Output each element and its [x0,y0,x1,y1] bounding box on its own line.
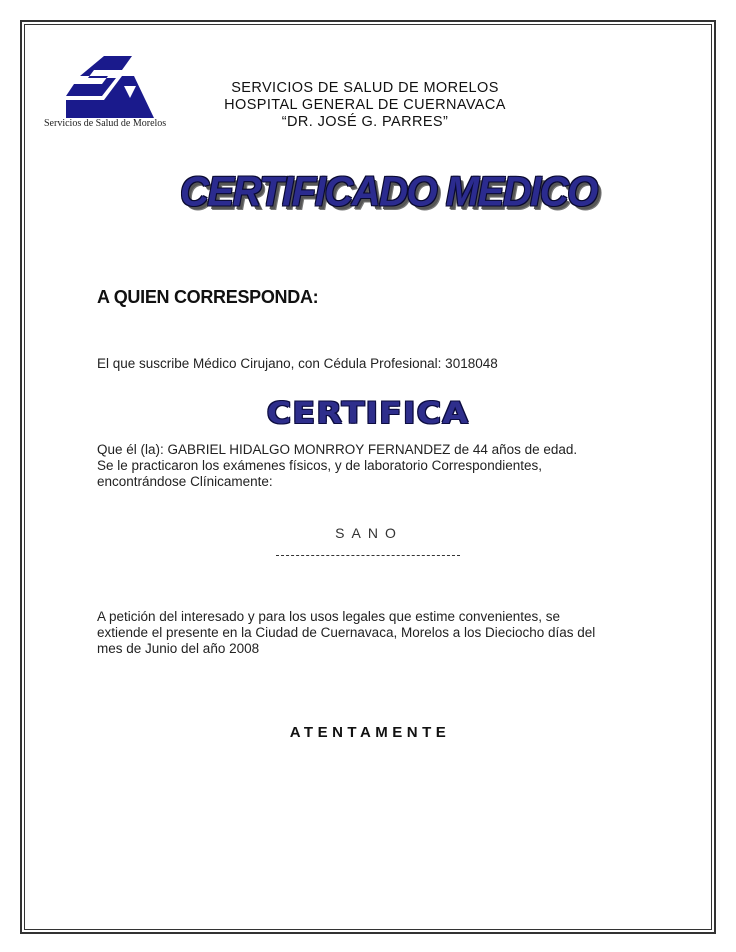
exam-line: Se le practicaron los exámenes físicos, y de laboratorio Correspondientes, [97,458,542,473]
logo-caption: Servicios de Salud de Morelos [44,118,167,129]
legal-line-2: extiende el presente en la Ciudad de Cuernavaca, Morelos a los Dieciocho días del [97,625,596,640]
header-organization: SERVICIOS DE SALUD DE MORELOS [231,80,499,96]
legal-line-1: A petición del interesado y para los usos legales que estime convenientes, se [97,609,561,624]
result-underline [276,555,460,556]
patient-line: Que él (la): GABRIEL HIDALGO MONRROY FERNANDEZ de 44 años de edad. [97,442,578,457]
legal-line-3: mes de Junio del año 2008 [97,641,260,656]
finding-line: encontrándose Clínicamente: [97,474,273,489]
closing: ATENTAMENTE [289,724,451,741]
certifica-heading: CERTIFICA [266,396,470,430]
header-hospital: HOSPITAL GENERAL DE CUERNAVACA [224,97,506,113]
header-hospital-name: “DR. JOSÉ G. PARRES” [281,114,449,130]
salutation: A QUIEN CORRESPONDA: [97,287,319,307]
ssm-logo-icon [64,56,164,118]
logo [44,56,199,131]
document-title: CERTIFICADO MEDICO [180,168,597,216]
physician-statement: El que suscribe Médico Cirujano, con Cédula Profesional: 3018048 [97,356,498,371]
result-value: SANO [335,525,403,541]
patient-paragraph [97,442,577,490]
legal-paragraph [97,609,595,657]
document-header [200,80,530,131]
